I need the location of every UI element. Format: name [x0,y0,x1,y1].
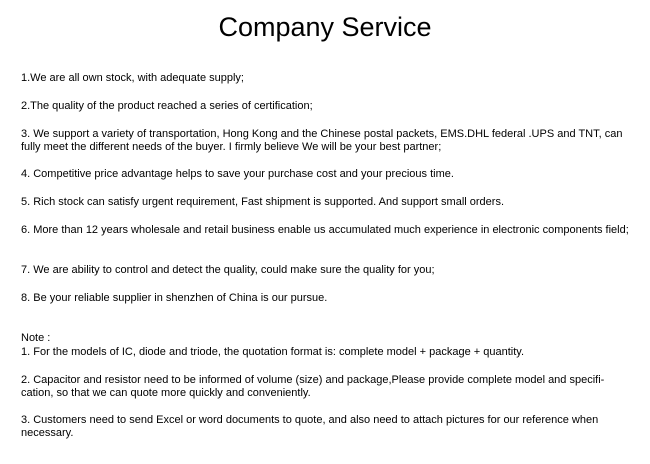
note-item-2: 2. Capacitor and resistor need to be informed of volume (size) and package,Please provide complete model and specifi-cation, so that we can quote more quickly and conveniently. [21,374,605,399]
service-item-1: 1.We are all own stock, with adequate supply; [21,72,244,84]
service-item-6: 6. More than 12 years wholesale and retail business enable us accumulated much experience in electronic components field; [21,224,629,236]
service-item-7: 7. We are ability to control and detect the quality, could make sure the quality for you; [21,264,435,276]
page-title: Company Service [218,12,432,42]
service-item-5: 5. Rich stock can satisfy urgent requirement, Fast shipment is supported. And support small orders. [21,196,505,208]
service-item-4: 4. Competitive price advantage helps to save your purchase cost and your precious time. [21,168,454,180]
service-item-8: 8. Be your reliable supplier in shenzhen of China is our pursue. [21,292,328,304]
note-label: Note : [21,332,51,344]
note-item-1: 1. For the models of IC, diode and triode, the quotation format is: complete model + package + quantity. [21,346,525,358]
service-item-3: 3. We support a variety of transportation, Hong Kong and the Chinese postal packets, EMS.DHL federal .UPS and TNT, can fully meet the different needs of the buyer. I firmly believe We will be your best partner; [21,128,623,153]
note-item-3: 3. Customers need to send Excel or word documents to quote, and also need to attach pictures for our reference when necessary. [21,414,599,439]
service-item-2: 2.The quality of the product reached a series of certification; [21,100,313,112]
